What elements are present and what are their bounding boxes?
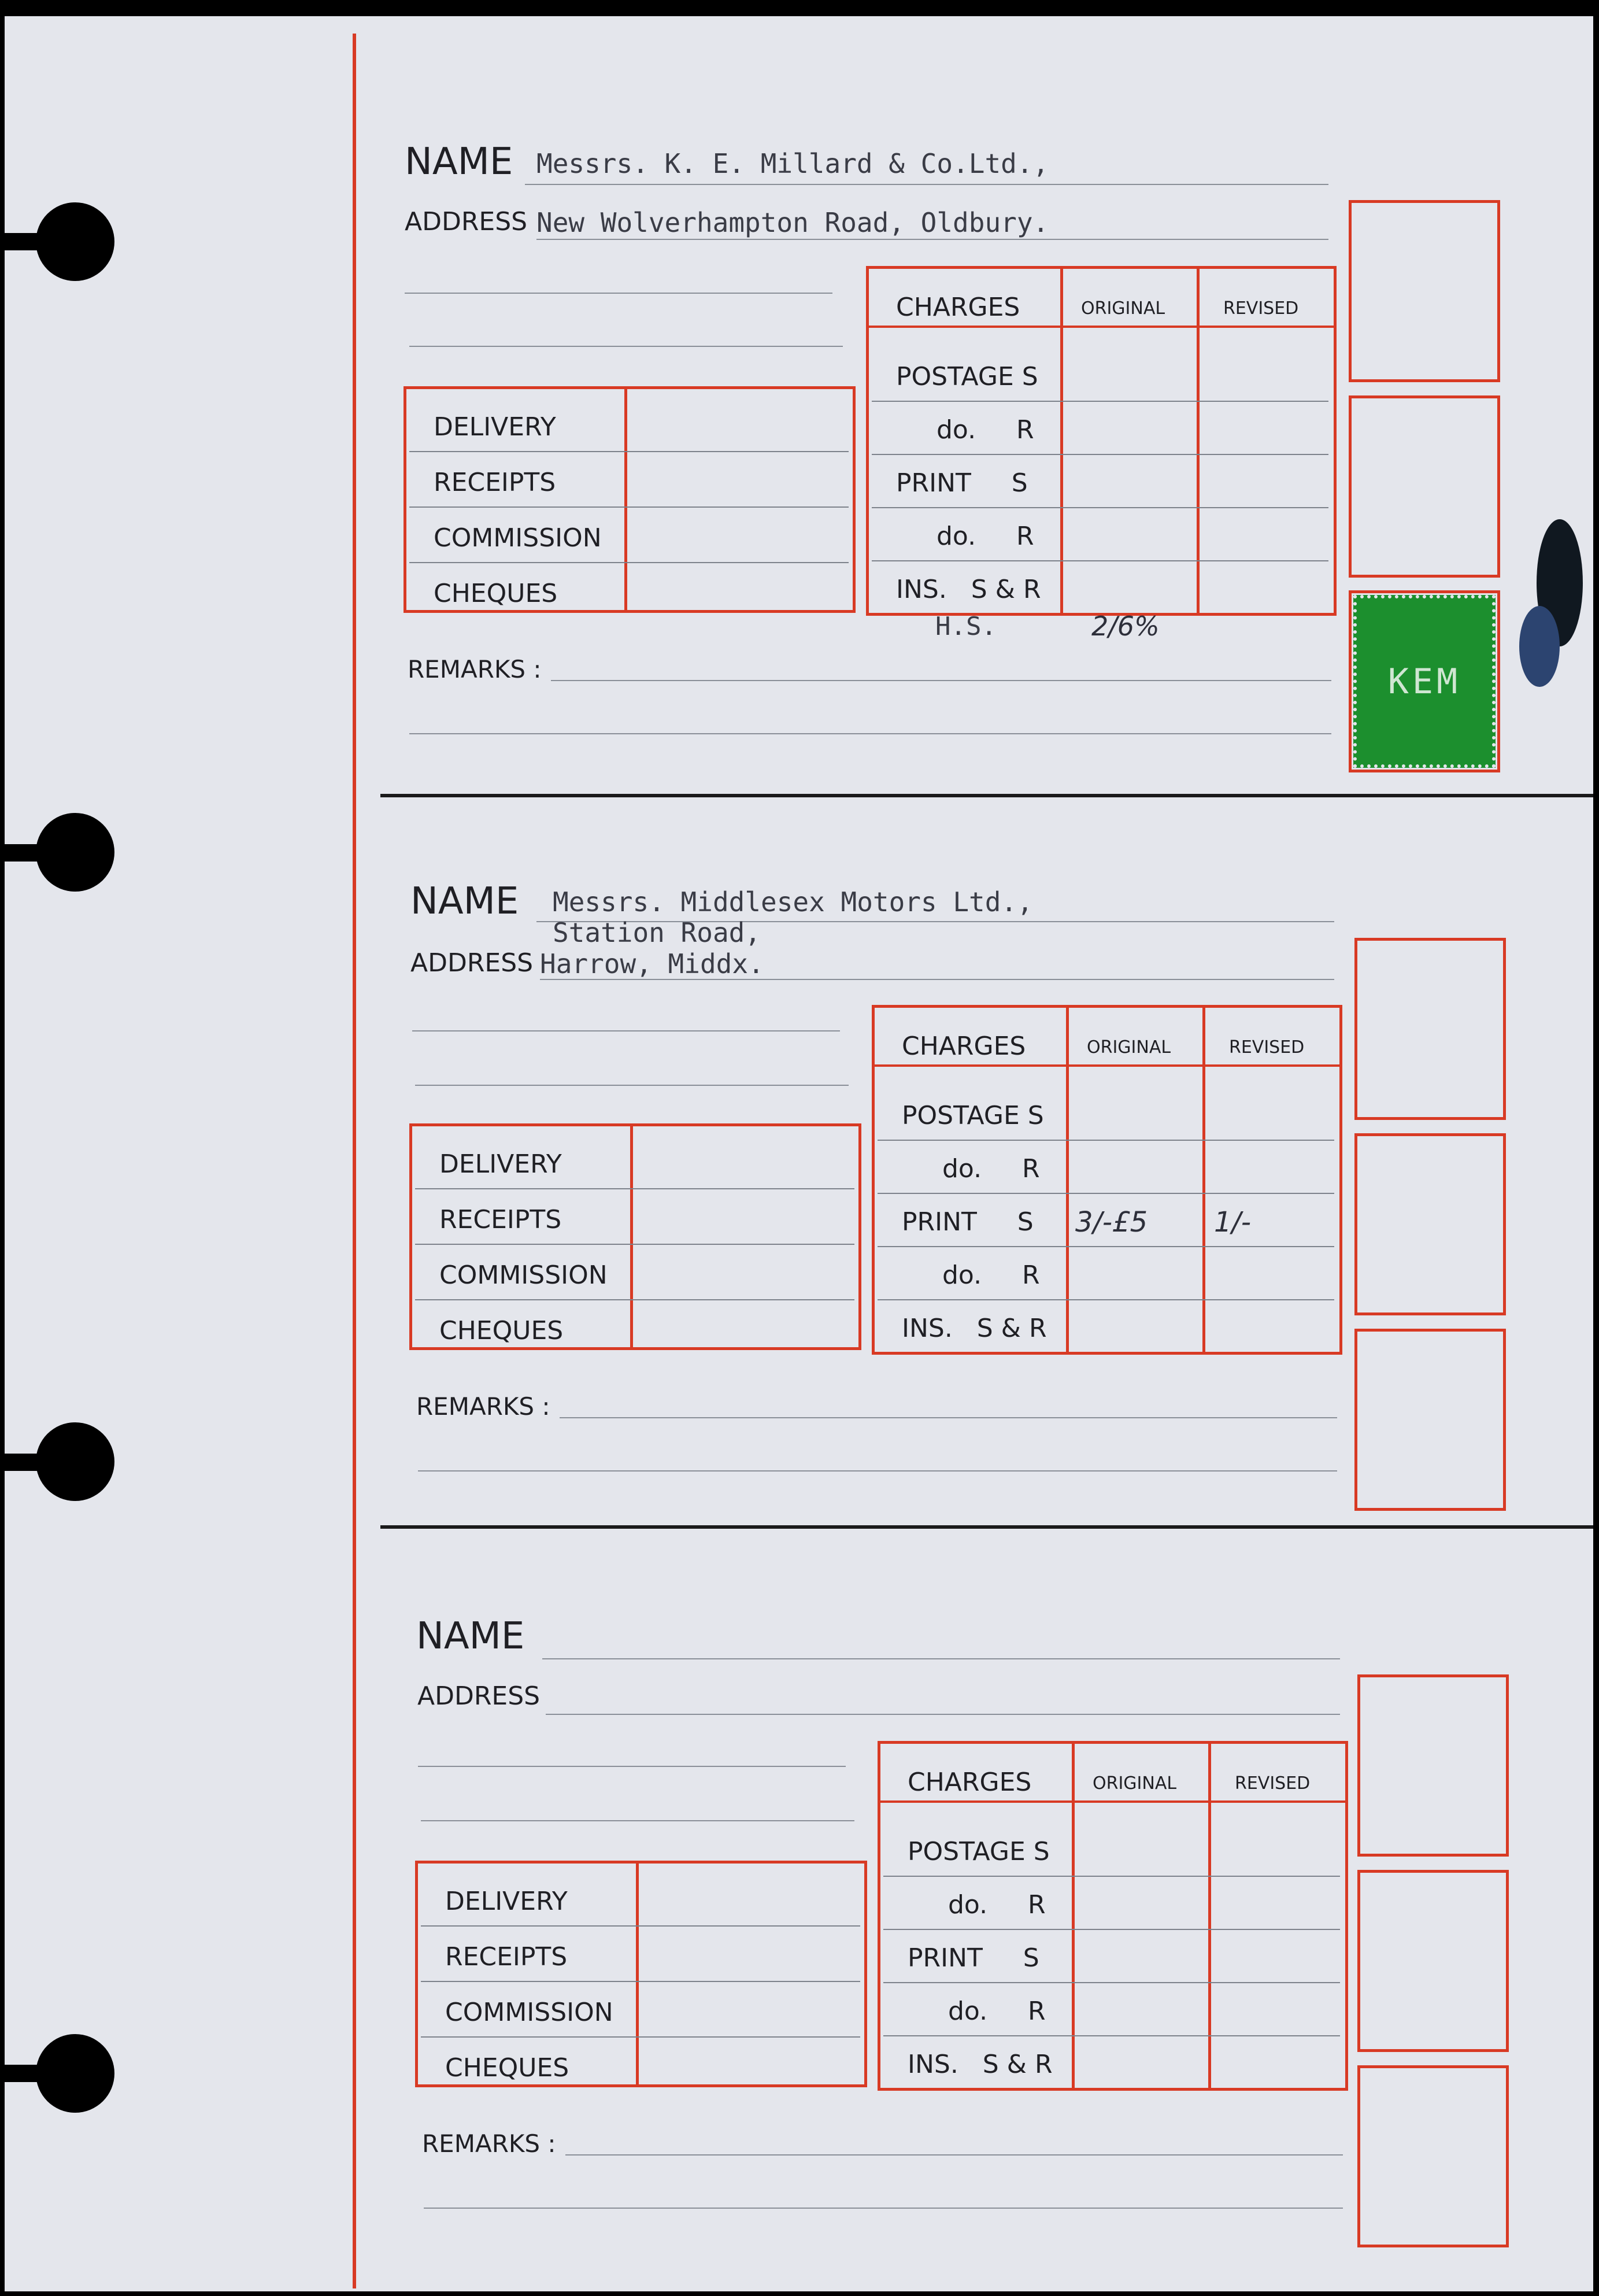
perfin-letters: KEM (1387, 661, 1461, 702)
print-s-label: PRINT S (902, 1207, 1034, 1237)
stamp-box (1357, 2065, 1509, 2247)
commission-label: COMMISSION (445, 1998, 613, 2027)
remarks-label: REMARKS : (416, 1392, 550, 1421)
below-table-note: H.S. (935, 612, 997, 641)
address-extra-rule (415, 1085, 849, 1086)
address-extra-rule (421, 1820, 854, 1821)
row-rule (872, 560, 1328, 561)
original-header: ORIGINAL (1081, 298, 1165, 319)
print-s-label: PRINT S (896, 468, 1028, 498)
ins-sr-label: INS. S & R (902, 1314, 1047, 1343)
address-line: New Wolverhampton Road, Oldbury. (536, 207, 1049, 238)
print-s-label: PRINT S (908, 1943, 1039, 1973)
row-rule (409, 451, 849, 452)
below-table-amount: 2/6% (1091, 611, 1160, 642)
do-r-label: do. R (942, 1154, 1040, 1184)
delivery-label: DELIVERY (434, 412, 556, 442)
stamp-box (1357, 1870, 1509, 2052)
charges-header-rule (872, 1064, 1342, 1067)
remarks-label: REMARKS : (408, 655, 542, 683)
receipts-label: RECEIPTS (445, 1942, 568, 1972)
name-value: Messrs. K. E. Millard & Co.Ltd., (536, 148, 1049, 179)
remarks-rule (424, 2208, 1343, 2209)
receipts-label: RECEIPTS (434, 468, 556, 497)
postage-s-label: POSTAGE S (902, 1101, 1044, 1130)
address-label: ADDRESS (417, 1681, 541, 1711)
revised-header: REVISED (1235, 1773, 1311, 1794)
row-rule (415, 1244, 854, 1245)
address-extra-rule (412, 1030, 840, 1031)
commission-label: COMMISSION (434, 523, 602, 553)
row-rule (883, 1982, 1340, 1983)
address-extra-rule (418, 1766, 846, 1767)
row-rule (421, 1925, 860, 1927)
do-r-label: do. R (942, 1260, 1040, 1290)
remarks-rule (560, 1417, 1337, 1418)
record-divider (380, 1525, 1593, 1529)
address-line: Harrow, Middx. (540, 948, 764, 979)
row-rule (872, 454, 1328, 455)
address-label: ADDRESS (410, 948, 534, 978)
stamp-box (1357, 1674, 1509, 1857)
row-rule (872, 401, 1328, 402)
original-header: ORIGINAL (1093, 1773, 1177, 1794)
do-r-label: do. R (937, 522, 1034, 551)
row-rule (415, 1299, 854, 1300)
charges-col-divider (1066, 1005, 1069, 1355)
charges-col-divider (1072, 1741, 1075, 2091)
delivery-box-divider (630, 1123, 633, 1350)
row-rule (878, 1193, 1334, 1194)
do-r-label: do. R (937, 415, 1034, 445)
receipts-label: RECEIPTS (439, 1205, 562, 1234)
address-rule (536, 239, 1328, 240)
stamp-box (1354, 1133, 1506, 1315)
postage-stamp (1353, 595, 1496, 768)
charges-col-divider (1197, 266, 1200, 616)
row-rule (883, 1876, 1340, 1877)
postage-s-label: POSTAGE S (896, 362, 1038, 391)
row-rule (421, 2036, 860, 2038)
remarks-label: REMARKS : (422, 2129, 556, 2158)
name-label: NAME (416, 1615, 525, 1658)
margin-line (353, 34, 356, 2288)
row-rule (883, 1929, 1340, 1930)
row-rule (878, 1246, 1334, 1247)
charges-col-divider (1208, 1741, 1211, 2091)
address-rule (546, 1714, 1340, 1715)
revised-header: REVISED (1229, 1037, 1305, 1058)
address-label: ADDRESS (405, 207, 528, 236)
binder-hole-slot (5, 844, 51, 862)
commission-label: COMMISSION (439, 1260, 608, 1290)
name-rule (525, 184, 1328, 185)
cheques-label: CHEQUES (439, 1316, 564, 1345)
do-r-label: do. R (948, 1890, 1046, 1920)
charges-header: CHARGES (902, 1031, 1026, 1061)
address-line: Station Road, (553, 917, 761, 948)
delivery-label: DELIVERY (445, 1887, 568, 1916)
name-value: Messrs. Middlesex Motors Ltd., (553, 886, 1033, 918)
row-rule (878, 1140, 1334, 1141)
name-rule (542, 1658, 1340, 1659)
ink-stain (1519, 606, 1560, 687)
name-label: NAME (405, 141, 513, 183)
print-original-value: 3/-£5 (1075, 1206, 1148, 1238)
address-extra-rule (405, 293, 832, 294)
name-label: NAME (410, 880, 519, 923)
stamp-box (1349, 395, 1500, 578)
charges-header: CHARGES (896, 293, 1020, 322)
row-rule (878, 1299, 1334, 1300)
charges-col-divider (1202, 1005, 1205, 1355)
charges-header-rule (866, 326, 1337, 328)
delivery-box-divider (624, 386, 627, 613)
remarks-rule (565, 2154, 1343, 2155)
remarks-rule (409, 733, 1331, 734)
original-header: ORIGINAL (1087, 1037, 1171, 1058)
charges-header: CHARGES (908, 1768, 1032, 1797)
binder-hole-slot (5, 1454, 51, 1471)
ins-sr-label: INS. S & R (896, 575, 1041, 604)
stamp-box (1354, 1329, 1506, 1511)
do-r-label: do. R (948, 1996, 1046, 2026)
stamp-box (1354, 938, 1506, 1120)
delivery-label: DELIVERY (439, 1149, 562, 1179)
remarks-rule (418, 1470, 1337, 1471)
charges-col-divider (1060, 266, 1063, 616)
delivery-box-divider (636, 1861, 639, 2087)
binder-hole-slot (5, 2065, 51, 2082)
record-divider (380, 794, 1593, 797)
postage-s-label: POSTAGE S (908, 1837, 1050, 1866)
ledger-sheet (5, 16, 1593, 2291)
print-revised-value: 1/- (1214, 1206, 1252, 1238)
address-rule (540, 979, 1334, 980)
binder-hole-slot (5, 233, 51, 250)
stamp-box (1349, 200, 1500, 382)
row-rule (409, 506, 849, 508)
row-rule (872, 507, 1328, 508)
charges-header-rule (878, 1800, 1348, 1803)
row-rule (409, 562, 849, 563)
ins-sr-label: INS. S & R (908, 2050, 1053, 2079)
cheques-label: CHEQUES (434, 579, 558, 608)
row-rule (883, 2035, 1340, 2036)
revised-header: REVISED (1223, 298, 1299, 319)
cheques-label: CHEQUES (445, 2053, 569, 2083)
row-rule (421, 1981, 860, 1982)
row-rule (415, 1188, 854, 1189)
address-extra-rule (409, 346, 843, 347)
remarks-rule (551, 680, 1331, 681)
